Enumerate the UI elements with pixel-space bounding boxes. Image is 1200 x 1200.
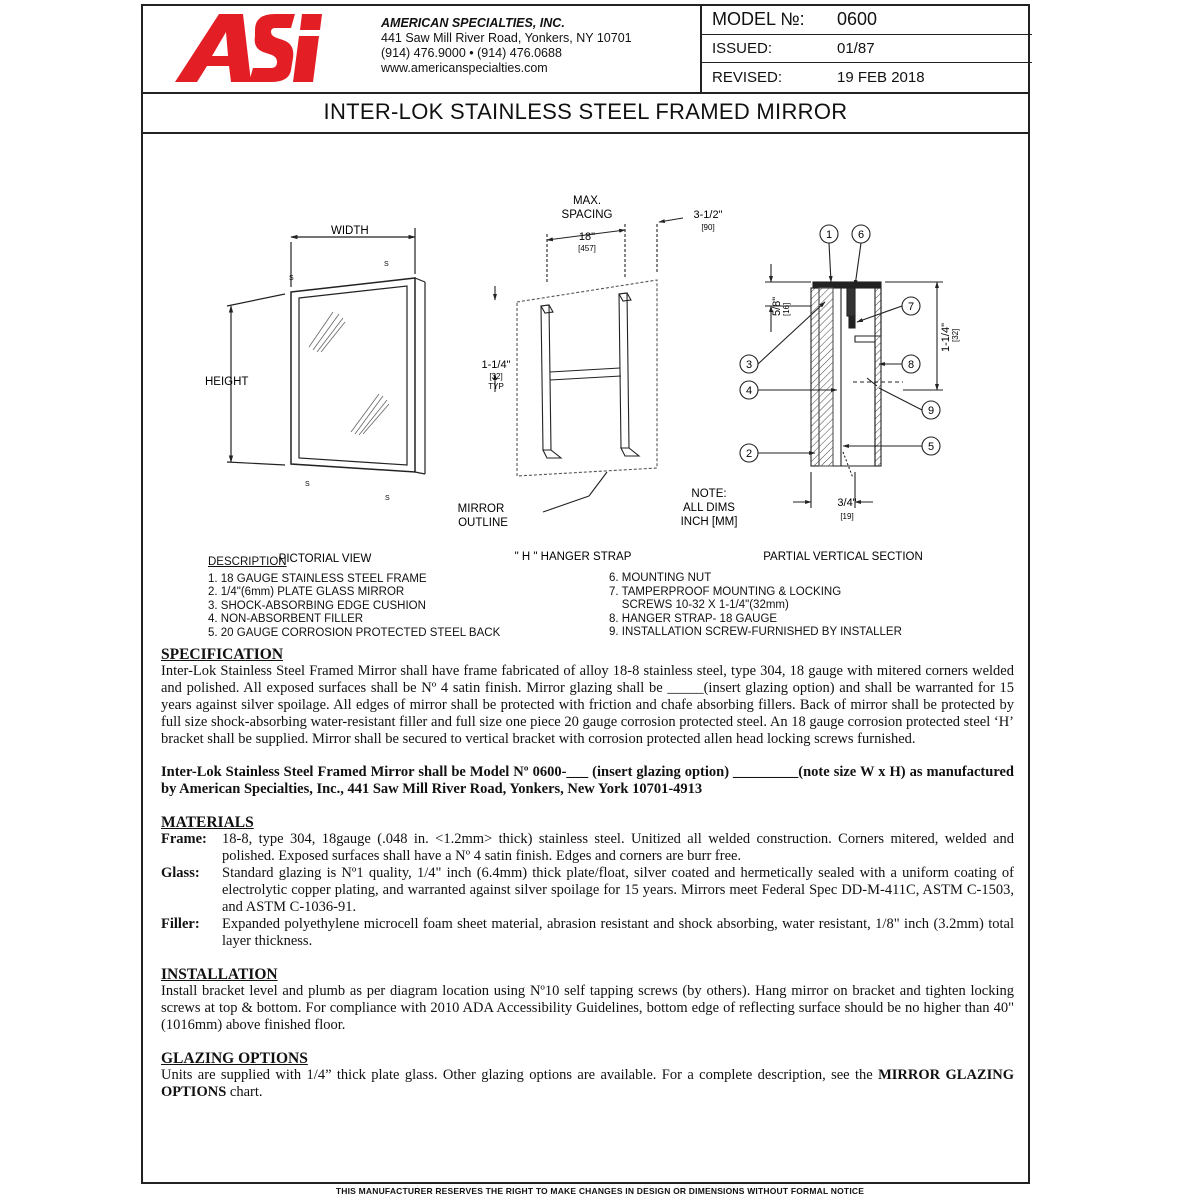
glass-reflection <box>309 312 389 435</box>
s-mark: S <box>385 495 390 502</box>
max-label: MAX. <box>572 195 602 207</box>
glazing-text-2: chart. <box>226 1084 263 1100</box>
description-left <box>208 556 500 640</box>
footer-disclaimer: THIS MANUFACTURER RESERVES THE RIGHT TO MAKE CHANGES IN DESIGN OR DIMENSIONS WITHOUT FORMAL NOTICE <box>335 1186 865 1196</box>
material-glass <box>161 865 1014 916</box>
materials-heading: MATERIALS <box>161 814 254 831</box>
hanger-caption: " H " HANGER STRAP <box>514 551 632 563</box>
page-title: INTER-LOK STAINLESS STEEL FRAMED MIRROR <box>143 92 1028 134</box>
section-callouts <box>746 229 934 460</box>
material-filler <box>161 916 1014 950</box>
revised-value: 19 FEB 2018 <box>837 69 925 86</box>
description-heading: DESCRIPTION <box>208 556 287 568</box>
strap-mm: [32] <box>489 372 503 381</box>
spacing-label: SPACING <box>561 209 613 221</box>
description-item: 5. 20 GAUGE CORROSION PROTECTED STEEL BACK <box>208 626 501 639</box>
spec-sheet <box>141 4 1030 1184</box>
note-heading: NOTE: <box>691 488 727 500</box>
s-mark: S <box>289 275 294 282</box>
revised-row <box>702 63 1032 91</box>
spec-body <box>161 646 1014 1101</box>
hanger-strap-view <box>495 218 683 512</box>
dim-34-inch: 3/4" <box>837 497 857 509</box>
offset-mm: [90] <box>701 223 715 232</box>
glazing-text-1: Units are supplied with 1/4” thick plate glass. Other glazing options are available. For a complete description, see the <box>161 1067 879 1083</box>
mirror-outline-label-1: MIRROR <box>457 503 505 515</box>
company-block <box>381 16 632 76</box>
dim-114-inch: 1-1/4" <box>940 323 952 352</box>
pictorial-caption: PICTORIAL VIEW <box>278 553 372 565</box>
s-mark: S <box>384 261 389 268</box>
spacing-inch: 18" <box>578 231 596 243</box>
description-item: SCREWS 10-32 X 1-1/4"(32mm) <box>609 599 789 611</box>
company-name: AMERICAN SPECIALTIES, INC. <box>381 16 565 30</box>
callout-1: 1 <box>825 229 833 241</box>
header <box>143 6 1028 94</box>
logo-text: ASi <box>171 10 173 11</box>
model-row <box>702 6 1032 35</box>
dim-58-inch: 5/8" <box>771 296 783 316</box>
callout-4: 4 <box>745 385 753 397</box>
revised-label: REVISED: <box>712 69 783 86</box>
glazing-text <box>161 1067 1014 1101</box>
company-website[interactable]: www.americanspecialties.com <box>381 61 548 75</box>
section-caption: PARTIAL VERTICAL SECTION <box>763 551 923 563</box>
description-item: 7. TAMPERPROOF MOUNTING & LOCKING <box>609 585 842 598</box>
specification-heading: SPECIFICATION <box>161 646 284 663</box>
description-item: 4. NON-ABSORBENT FILLER <box>208 613 364 625</box>
dim-114-mm: [32] <box>951 328 960 342</box>
material-text: Standard glazing is Nº1 quality, 1/4" inch (6.4mm) thick plate/float, silver coated and hermetically sealed with a uniform coating of electrolytic copper plating, and warranted against silver spoilage for 15 years. Mirrors meet Federal Spec DD-M-411C, ASTM C-1503, and ASTM C-1036-91. <box>222 865 1014 915</box>
callout-2: 2 <box>745 448 753 460</box>
mirror-outline-label-2: OUTLINE <box>458 517 508 529</box>
offset-inch: 3-1/2" <box>693 209 723 221</box>
description-item: 8. HANGER STRAP- 18 GAUGE <box>609 612 778 625</box>
specification-text: Inter-Lok Stainless Steel Framed Mirror shall have frame fabricated of alloy 18-8 stainless steel, type 304, 18 gauge with mitered corners welded and polished. All exposed surfaces shall be Nº 4 satin finish. Mirror glazing shall be _____(insert glazing option) and shall be warranted for 15 years against silver spoilage. All edges of mirror shall be protected with friction and chafe absorbing fillers. Back of mirror shall be protected by full size shock-absorbing water-resistant filler and full size one piece 20 gauge corrosion protected steel. An 18 gauge corrosion protected steel ‘H’ bracket shall be supplied. Mirror shall be secured to vertical bracket with corrosion protected allen head locking screws furnished. <box>161 663 1014 747</box>
company-address: 441 Saw Mill River Road, Yonkers, NY 10701 <box>381 31 632 45</box>
description-item: 9. INSTALLATION SCREW-FURNISHED BY INSTALLER <box>609 626 902 638</box>
issued-label: ISSUED: <box>712 40 773 57</box>
dim-34-mm: [19] <box>840 512 854 521</box>
material-text: 18-8, type 304, 18gauge (.048 in. <1.2mm> thick) stainless steel. Unitized all welded construction. Corners mitered, welded and polished. Exposed surfaces shall have a Nº 4 satin finish. Edges and corners are burr free. <box>222 831 1014 864</box>
company-phone: (914) 476.9000 • (914) 476.0688 <box>381 46 562 60</box>
callout-7: 7 <box>907 301 915 313</box>
material-label: Glass: <box>161 865 200 881</box>
glazing-chart-link[interactable]: MIRROR GLAZING OPTIONS <box>161 1067 1014 1100</box>
s-mark: S <box>305 481 310 488</box>
model-info-box <box>700 6 1032 92</box>
strap-inch: 1-1/4" <box>481 359 511 371</box>
issued-value: 01/87 <box>837 40 875 57</box>
description-item: 2. 1/4"(6mm) PLATE GLASS MIRROR <box>208 586 405 598</box>
pictorial-view <box>227 228 425 474</box>
model-value: 0600 <box>837 9 878 29</box>
callout-8: 8 <box>907 359 915 371</box>
material-label: Filler: <box>161 916 200 932</box>
description-item: 1. 18 GAUGE STAINLESS STEEL FRAME <box>208 572 427 585</box>
issued-row <box>702 34 1032 63</box>
height-label: HEIGHT <box>205 376 249 388</box>
description-right <box>609 572 902 640</box>
model-statement: Inter-Lok Stainless Steel Framed Mirror shall be Model Nº 0600-___ (insert glazing option) _________(note size W x H) as manufactured by American Specialties, Inc., 441 Saw Mill River Road, Yonkers, New York 10701-4913 <box>161 764 1014 797</box>
callout-3: 3 <box>745 359 753 371</box>
spacing-mm: [457] <box>578 244 596 253</box>
model-label: MODEL №: <box>712 9 805 29</box>
logo-mark <box>175 14 322 82</box>
installation-heading: INSTALLATION <box>161 966 278 983</box>
description-item: 3. SHOCK-ABSORBING EDGE CUSHION <box>208 599 426 612</box>
glazing-heading: GLAZING OPTIONS <box>161 1050 308 1067</box>
material-label: Frame: <box>161 831 207 847</box>
strap-typ: TYP <box>488 382 504 391</box>
width-label: WIDTH <box>331 225 369 237</box>
dim-58-mm: [16] <box>782 302 791 316</box>
callout-6: 6 <box>857 229 865 241</box>
note-line-2: ALL DIMS <box>683 502 735 514</box>
description-item: 6. MOUNTING NUT <box>609 572 712 584</box>
installation-text: Install bracket level and plumb as per diagram location using Nº10 self tapping screws (by others). Hang mirror on bracket and tighten locking screws at top & bottom. For compliance with 2010 ADA Accessibility Guidelines, bottom edge of reflecting surface should be no higher than 40" (1016mm) above finished floor. <box>161 983 1014 1033</box>
material-frame <box>161 831 1014 865</box>
note-line-3: INCH [MM] <box>680 516 738 528</box>
material-text: Expanded polyethylene microcell foam sheet material, abrasion resistant and shock absorbing, water resistant, 1/8" inch (3.2mm) total layer thickness. <box>222 916 1014 949</box>
callout-5: 5 <box>927 441 935 453</box>
callout-9: 9 <box>927 405 935 417</box>
asi-logo <box>171 10 341 86</box>
